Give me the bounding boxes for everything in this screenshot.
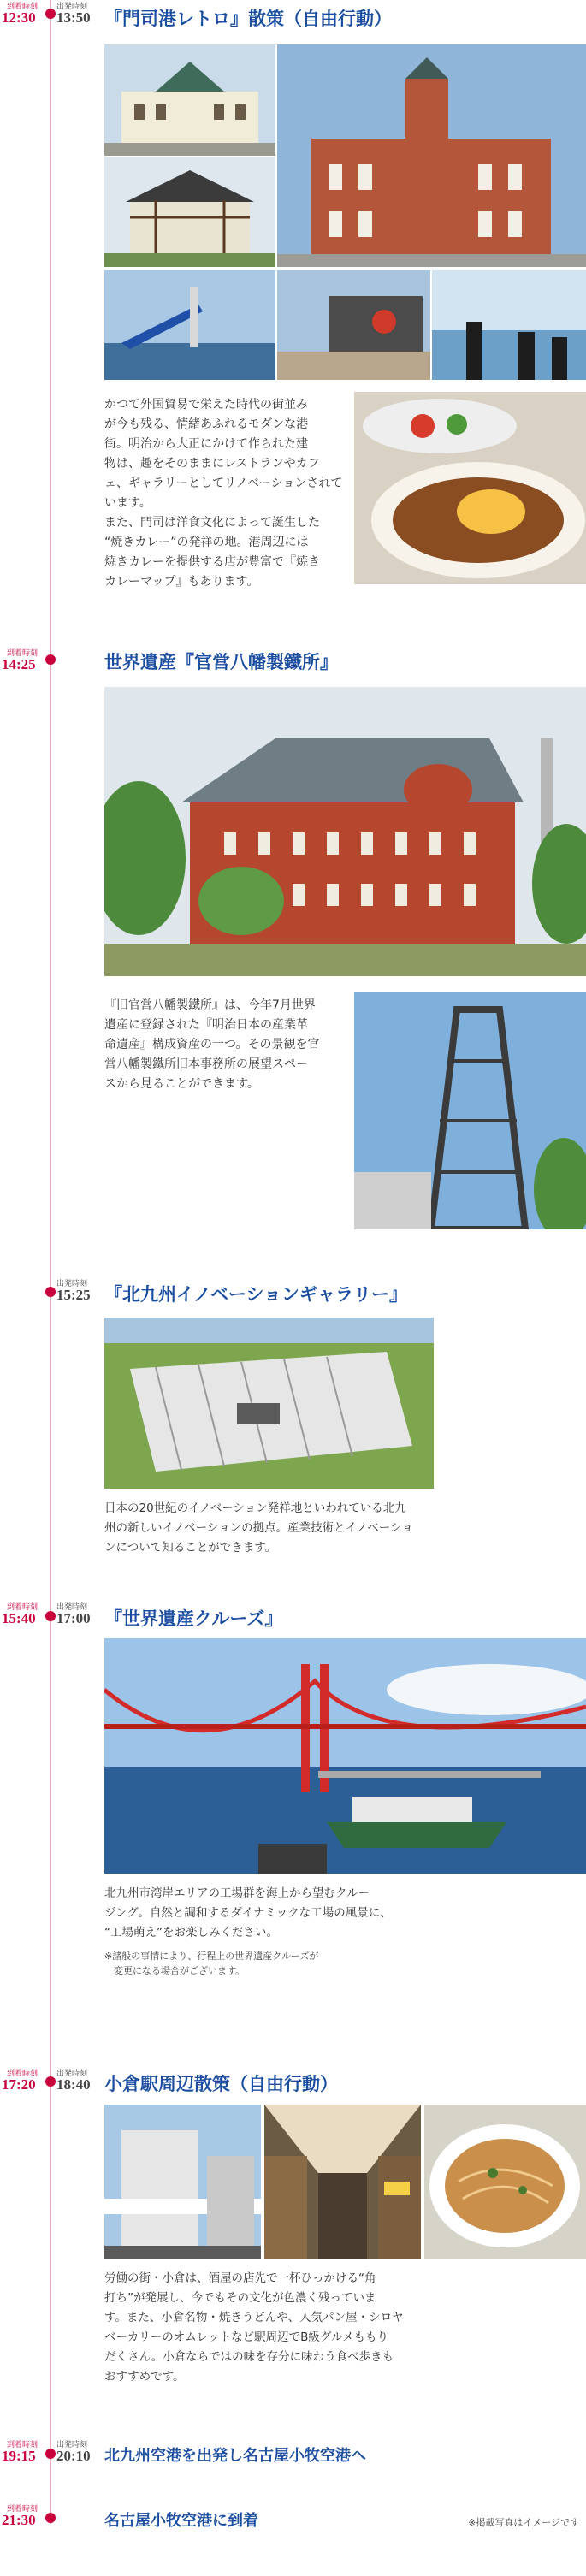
timeline-dot: [45, 1287, 56, 1297]
arrival-time-6: 到着時刻 19:15: [2, 2440, 38, 2464]
departure-time-5: 出発時刻 18:40: [56, 2069, 91, 2093]
description-cruise: 北九州市湾岸エリアの工場群を海上から望むクルー ジング。自然と調和するダイナミックな工場の風景に、 “工場萌え”をお楽しみください。: [104, 1886, 392, 1939]
photo-kokura-station: [104, 2105, 261, 2259]
arrival-time-4: 到着時刻 15:40: [2, 1602, 38, 1626]
photo-yaki-udon: [424, 2105, 586, 2259]
photo-blue-wing-bridge: [104, 270, 275, 380]
photo-harbor-walkway: [277, 270, 430, 380]
departure-time-4: 出発時刻 17:00: [56, 1602, 91, 1626]
photo-mitsui-club: [104, 157, 275, 267]
arrival-time-5: 到着時刻 17:20: [2, 2069, 38, 2093]
arrival-time-7: 到着時刻 21:30: [2, 2504, 38, 2528]
photo-mojiko-station: [104, 44, 275, 156]
stop-title-kitakyushu-airport: 北九州空港を出発し名古屋小牧空港へ: [104, 2447, 366, 2465]
photo-innovation-gallery: [104, 1318, 434, 1489]
photo-blast-furnace: [354, 992, 586, 1229]
stop-title-cruise: 『世界遺産クルーズ』: [104, 1608, 283, 1629]
description-innovation-gallery: 日本の20世紀のイノベーション発祥地といわれている北九 州の新しいイノベーションの拠点。産業技術とイノベーショ ンについて知ることができます。: [104, 1501, 413, 1554]
photo-tanga-market: [264, 2105, 421, 2259]
photo-yawata-steel-works: [104, 687, 586, 976]
timeline-line: [50, 0, 51, 2524]
description-kokura: 労働の街・小倉は、酒屋の店先で一杯ひっかける“角 打ち”が発展し、今でもその文化が色濃く残っていま す。また、小倉名物・焼きうどんや、人気パン屋・シロヤ ベーカリーのオムレットなど駅周辺でB級グルメももり だくさん。小倉ならではの味を存分に味わう食べ歩きも おすすめです。: [104, 2271, 404, 2384]
photo-observation-deck: [432, 270, 586, 380]
arrival-time-2: 到着時刻 14:25: [2, 648, 38, 672]
cruise-note: ※諸般の事情により、行程上の世界遺産クルーズが 変更になる場合がございます。: [104, 1951, 319, 1976]
stop-title-yawata: 世界遺産『官営八幡製鐵所』: [104, 652, 338, 672]
stop-title-komaki-airport: 名古屋小牧空港に到着: [104, 2512, 258, 2530]
departure-time-6: 出発時刻 20:10: [56, 2440, 91, 2464]
description-yawata: 『旧官営八幡製鐵所』は、今年7月世界 遺産に登録された『明治日本の産業革 命遺産』構成資産の一つ。その景観を官 営八幡製鐵所旧本事務所の展望スペー スから見ることができます。: [104, 998, 320, 1091]
arrival-time-1: 到着時刻 12:30: [2, 2, 38, 26]
description-mojiko: かつて外国貿易で栄えた時代の街並み が今も残る、情緒あふれるモダンな港 街。明治から大正にかけて作られた建 物は、趣をそのままにレストランやカフ ェ、ギャラリーとしてリノベーションされて います。 また、門司は洋食文化によって誕生した “焼きカレー”の発祥の地。港周辺には 焼きカレーを提供する店が豊富で『焼き カレーマップ』もあります。: [104, 398, 343, 589]
stop-title-innovation-gallery: 『北九州イノベーションギャラリー』: [104, 1284, 408, 1305]
photo-yaki-curry: [354, 392, 586, 584]
departure-time-3: 出発時刻 15:25: [56, 1279, 91, 1303]
departure-time-1: 出発時刻 13:50: [56, 2, 91, 26]
stop-title-mojiko: 『門司港レトロ』散策（自由行動）: [104, 9, 392, 29]
stop-title-kokura: 小倉駅周辺散策（自由行動）: [104, 2074, 338, 2094]
photo-old-customs-building: [277, 44, 586, 267]
photo-wakato-bridge-cruise: [104, 1638, 586, 1874]
photo-disclaimer: ※掲載写真はイメージです: [468, 2517, 579, 2528]
